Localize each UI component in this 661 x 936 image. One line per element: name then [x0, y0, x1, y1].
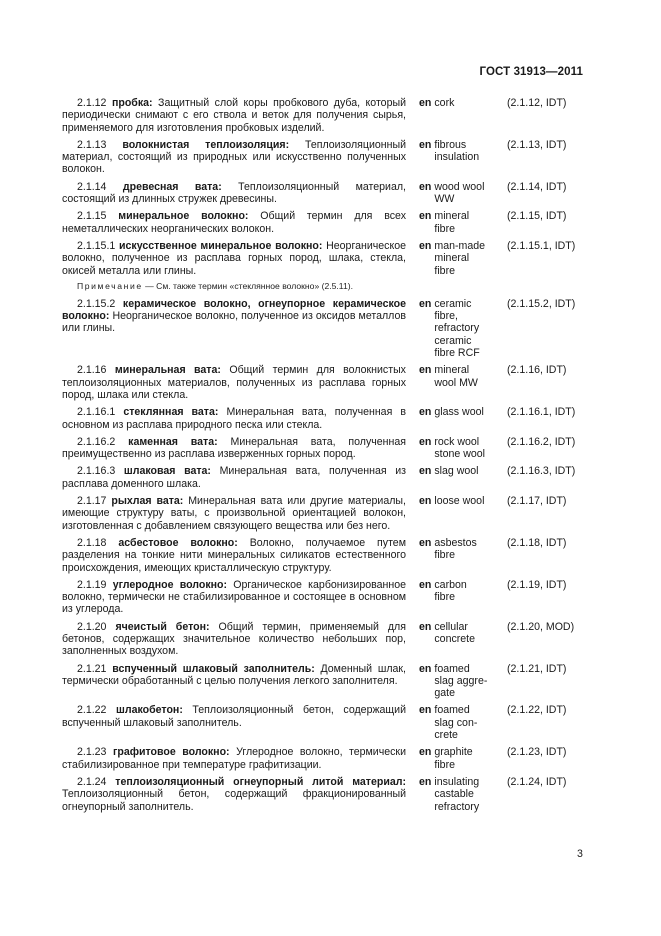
- term-name: рыхлая вата:: [111, 495, 184, 508]
- english-term-line: mineral: [434, 364, 470, 377]
- english-equivalent: [419, 621, 509, 646]
- note-text: — См. также термин «стеклянное волокно» (2.5.11).: [145, 280, 353, 291]
- language-tag: en: [419, 578, 432, 591]
- definition-text: Защитный слой коры пробкового дуба, который периодически снимают с его ствола и веток для получения сырья, применяемого для изготовления пробковых изделий.: [62, 97, 406, 134]
- english-term-line: fibre: [434, 222, 455, 235]
- english-term-line: glass wool: [434, 406, 484, 419]
- document-header: ГОСТ 31913—2011: [479, 66, 583, 78]
- english-term-line: fibre: [434, 264, 455, 277]
- english-term-line: fibre,: [434, 310, 458, 323]
- term-number: 2.1.23: [77, 746, 107, 759]
- term-entry: [62, 298, 585, 360]
- definition-text: Теплоизоляционный материал, состоящий из длинных стружек древесины.: [62, 180, 406, 206]
- term-entry: [62, 621, 585, 658]
- term-definition: [62, 436, 406, 461]
- term-definition: [62, 746, 406, 771]
- reference-code: (2.1.16, IDT): [507, 364, 567, 377]
- english-terms: [434, 298, 496, 359]
- language-tag: en: [419, 435, 432, 448]
- definition-text: Теплоизоляционный бетон, содержащий вспученный шлаковый заполнитель.: [62, 704, 406, 729]
- english-term-line: gate: [434, 687, 455, 700]
- language-tag: en: [419, 406, 432, 419]
- english-term-line: mineral: [434, 252, 470, 265]
- english-term-line: carbon: [434, 578, 467, 591]
- term-entry: [62, 240, 585, 277]
- term-name: асбестовое волокно:: [118, 536, 238, 549]
- english-terms: [434, 621, 496, 646]
- english-equivalent: [419, 181, 509, 206]
- english-term-line: foamed: [434, 704, 470, 717]
- term-entry: [62, 704, 585, 741]
- language-tag: en: [419, 746, 432, 759]
- term-definition: [62, 240, 406, 277]
- english-term-line: loose wool: [434, 495, 485, 508]
- english-terms: [434, 364, 496, 389]
- term-definition: [62, 776, 406, 813]
- language-tag: en: [419, 704, 432, 717]
- term-name: стеклянная вата:: [123, 406, 219, 419]
- term-entry: [62, 776, 585, 813]
- reference-code: (2.1.15.1, IDT): [507, 239, 576, 252]
- term-definition: [62, 97, 406, 134]
- term-number: 2.1.17: [77, 495, 107, 508]
- term-name: пробка:: [111, 97, 153, 109]
- english-equivalent: [419, 495, 509, 507]
- language-tag: en: [419, 180, 432, 193]
- definition-text: Теплоизоляционный материал, состоящий из природных или искусственно полученных волокон.: [62, 138, 406, 176]
- term-number: 2.1.16.3: [77, 465, 116, 478]
- language-tag: en: [419, 97, 432, 109]
- english-term-line: fibre: [434, 758, 455, 771]
- english-term-line: slag aggre-: [434, 674, 488, 687]
- reference-code: (2.1.15, IDT): [507, 210, 567, 223]
- english-term-line: WW: [434, 193, 455, 206]
- english-terms: [434, 776, 496, 813]
- reference-code: (2.1.16.2, IDT): [507, 435, 576, 448]
- definition-text: Минеральная вата или другие материалы, имеющие структуру ваты, с произвольной ориентацией волокон, изготовленная с добавлением связующего вещества или без него.: [62, 495, 406, 532]
- language-tag: en: [419, 662, 432, 675]
- english-terms: [434, 746, 496, 771]
- english-terms: [434, 210, 496, 235]
- definition-text: Волокно, получаемое путем разделения на тонкие нити минеральных силикатов естественного происхождения, имеющих кристаллическую структуру.: [62, 536, 406, 574]
- term-entry: [62, 663, 585, 700]
- term-entry: [62, 139, 585, 176]
- term-entry: [62, 465, 585, 490]
- term-number: 2.1.18: [77, 536, 107, 549]
- reference-code: (2.1.21, IDT): [507, 662, 567, 675]
- definition-text: Углеродное волокно, термически стабилизированное при температуре графитизации.: [62, 746, 406, 771]
- reference-code: (2.1.20, MOD): [507, 620, 575, 633]
- note: [62, 281, 406, 292]
- term-entry: [62, 364, 585, 401]
- reference-code: (2.1.17, IDT): [507, 495, 567, 508]
- term-number: 2.1.21: [77, 662, 107, 675]
- english-term-line: asbestos: [434, 536, 477, 549]
- term-entry: [62, 537, 585, 574]
- english-term-line: ceramic: [434, 334, 472, 347]
- term-number: 2.1.16.1: [77, 406, 116, 419]
- term-definition: [62, 537, 406, 574]
- term-entry: [62, 406, 585, 431]
- reference-code: (2.1.13, IDT): [507, 138, 567, 151]
- term-entry: [62, 181, 585, 206]
- reference-code: (2.1.23, IDT): [507, 746, 567, 759]
- definition-text: Неорганическое волокно, полученное из оксидов металлов или глины.: [62, 310, 406, 335]
- english-term-line: fibre RCF: [434, 347, 480, 360]
- term-number: 2.1.15.1: [77, 239, 116, 252]
- term-name: минеральная вата:: [114, 364, 221, 377]
- english-term-line: graphite: [434, 746, 473, 759]
- english-terms: [434, 537, 496, 562]
- language-tag: en: [419, 465, 432, 478]
- term-definition: [62, 663, 406, 688]
- term-definition: [62, 181, 406, 206]
- english-terms: [434, 97, 496, 109]
- english-equivalent: [419, 298, 509, 359]
- language-tag: en: [419, 297, 432, 310]
- english-term-line: concrete: [434, 633, 476, 645]
- definition-text: Органическое карбонизированное волокно, термически не стабилизированное и состоящее в основном из углерода.: [62, 578, 406, 616]
- english-terms: [434, 663, 496, 700]
- note-label: Примечание: [77, 280, 143, 291]
- english-equivalent: [419, 746, 509, 771]
- reference-code: (2.1.18, IDT): [507, 536, 567, 549]
- english-term-line: fibrous: [434, 138, 467, 151]
- terms-list: [62, 97, 585, 818]
- english-equivalent: [419, 579, 509, 604]
- definition-text: Минеральная вата, полученная преимущественно из расплава изверженных горных пород.: [62, 435, 406, 461]
- language-tag: en: [419, 364, 432, 377]
- english-term-line: man-made: [434, 239, 486, 252]
- term-definition: [62, 364, 406, 401]
- term-number: 2.1.24: [77, 775, 107, 788]
- definition-text: Общий термин, применяемый для бетонов, содержащих значительное количество небольших пор, заполненных воздухом.: [62, 620, 406, 658]
- english-equivalent: [419, 139, 509, 164]
- term-name: керамическое волокно, огнеупорное керамическое волокно:: [62, 297, 406, 323]
- term-name: древесная вата:: [122, 180, 222, 193]
- language-tag: en: [419, 210, 432, 223]
- english-equivalent: [419, 663, 509, 700]
- language-tag: en: [419, 775, 432, 788]
- english-equivalent: [419, 704, 509, 741]
- english-terms: [434, 495, 496, 507]
- term-entry: [62, 436, 585, 461]
- english-term-line: fibre: [434, 549, 455, 562]
- reference-code: (2.1.22, IDT): [507, 704, 567, 717]
- term-name: искусственное минеральное волокно:: [118, 239, 323, 252]
- term-name: каменная вата:: [128, 435, 218, 448]
- term-number: 2.1.14: [77, 180, 107, 193]
- english-term-line: cellular: [434, 620, 468, 633]
- language-tag: en: [419, 620, 432, 633]
- english-term-line: insulation: [434, 151, 480, 164]
- english-term-line: slag con-: [434, 716, 478, 729]
- language-tag: en: [419, 536, 432, 549]
- term-entry: [62, 495, 585, 532]
- term-name: углеродное волокно:: [112, 578, 228, 591]
- definition-text: Минеральная вата, полученная в основном из расплава природного песка или стекла.: [62, 406, 406, 431]
- definition-text: Доменный шлак, термически обработанный с целью получения легкого заполнителя.: [62, 662, 406, 687]
- english-terms: [434, 406, 496, 418]
- english-equivalent: [419, 465, 509, 477]
- language-tag: en: [419, 138, 432, 151]
- english-terms: [434, 704, 496, 741]
- english-term-line: castable: [434, 788, 474, 801]
- language-tag: en: [419, 239, 432, 252]
- english-equivalent: [419, 537, 509, 562]
- term-definition: [62, 465, 406, 490]
- english-term-line: foamed: [434, 662, 470, 675]
- language-tag: en: [419, 495, 432, 508]
- english-terms: [434, 579, 496, 604]
- english-term-line: insulating: [434, 775, 480, 788]
- definition-text: Общий термин для всех неметаллических неорганических волокон.: [62, 210, 406, 235]
- english-term-line: mineral: [434, 210, 470, 223]
- english-equivalent: [419, 776, 509, 813]
- term-number: 2.1.20: [77, 620, 107, 633]
- definition-text: Теплоизоляционный бетон, содержащий фракционированный огнеупорный заполнитель.: [62, 788, 406, 813]
- term-definition: [62, 139, 406, 176]
- term-number: 2.1.16: [77, 364, 107, 377]
- english-terms: [434, 181, 496, 206]
- english-terms: [434, 139, 496, 164]
- english-term-line: fibre: [434, 591, 455, 604]
- term-entry: [62, 97, 585, 134]
- term-definition: [62, 298, 406, 335]
- term-definition: [62, 579, 406, 616]
- english-equivalent: [419, 240, 509, 277]
- term-definition: [62, 621, 406, 658]
- definition-text: Неорганическое волокно, полученное из расплава горных пород, шлака, стекла, окисей металла или глины.: [62, 239, 406, 277]
- term-name: вспученный шлаковый заполнитель:: [112, 662, 315, 675]
- reference-code: (2.1.12, IDT): [507, 97, 567, 109]
- term-number: 2.1.22: [77, 704, 107, 717]
- english-term-line: cork: [434, 97, 455, 109]
- term-name: графитовое волокно:: [112, 746, 230, 759]
- english-equivalent: [419, 364, 509, 389]
- reference-code: (2.1.15.2, IDT): [507, 297, 576, 310]
- term-name: шлакобетон:: [116, 704, 183, 717]
- term-name: волокнистая теплоизоляция:: [122, 138, 290, 151]
- page-number: 3: [577, 848, 583, 860]
- reference-code: (2.1.16.1, IDT): [507, 406, 576, 419]
- term-name: ячеистый бетон:: [115, 620, 210, 633]
- english-term-line: refractory: [434, 322, 480, 335]
- term-number: 2.1.13: [77, 138, 107, 151]
- reference-code: (2.1.24, IDT): [507, 775, 567, 788]
- definition-text: Общий термин для волокнистых теплоизоляционных материалов, полученных из расплава горных пород, шлака или стекла.: [62, 364, 406, 401]
- reference-code: (2.1.14, IDT): [507, 180, 567, 193]
- definition-text: Минеральная вата, полученная из расплава доменного шлака.: [62, 465, 406, 490]
- english-equivalent: [419, 97, 509, 109]
- english-terms: [434, 465, 496, 477]
- term-name: теплоизоляционный огнеупорный литой материал:: [115, 775, 407, 788]
- term-number: 2.1.12: [77, 97, 107, 109]
- english-term-line: wood wool: [434, 180, 485, 193]
- term-definition: [62, 704, 406, 729]
- term-entry: [62, 210, 585, 235]
- english-term-line: crete: [434, 729, 458, 742]
- term-name: шлаковая вата:: [123, 465, 211, 478]
- term-definition: [62, 495, 406, 532]
- english-equivalent: [419, 436, 509, 461]
- english-term-line: slag wool: [434, 465, 479, 478]
- english-terms: [434, 436, 496, 461]
- reference-code: (2.1.16.3, IDT): [507, 465, 576, 478]
- english-equivalent: [419, 406, 509, 418]
- english-equivalent: [419, 210, 509, 235]
- term-number: 2.1.15.2: [77, 297, 116, 310]
- term-entry: [62, 746, 585, 771]
- english-term-line: wool MW: [434, 376, 478, 389]
- term-number: 2.1.16.2: [77, 435, 116, 448]
- reference-code: (2.1.19, IDT): [507, 578, 567, 591]
- term-number: 2.1.19: [77, 578, 107, 591]
- english-term-line: stone wool: [434, 448, 486, 461]
- english-term-line: refractory: [434, 800, 480, 813]
- term-definition: [62, 210, 406, 235]
- english-terms: [434, 240, 496, 277]
- english-term-line: rock wool: [434, 435, 480, 448]
- english-term-line: ceramic: [434, 297, 472, 310]
- term-definition: [62, 406, 406, 431]
- term-entry: [62, 579, 585, 616]
- term-number: 2.1.15: [77, 210, 107, 223]
- term-name: минеральное волокно:: [118, 210, 249, 223]
